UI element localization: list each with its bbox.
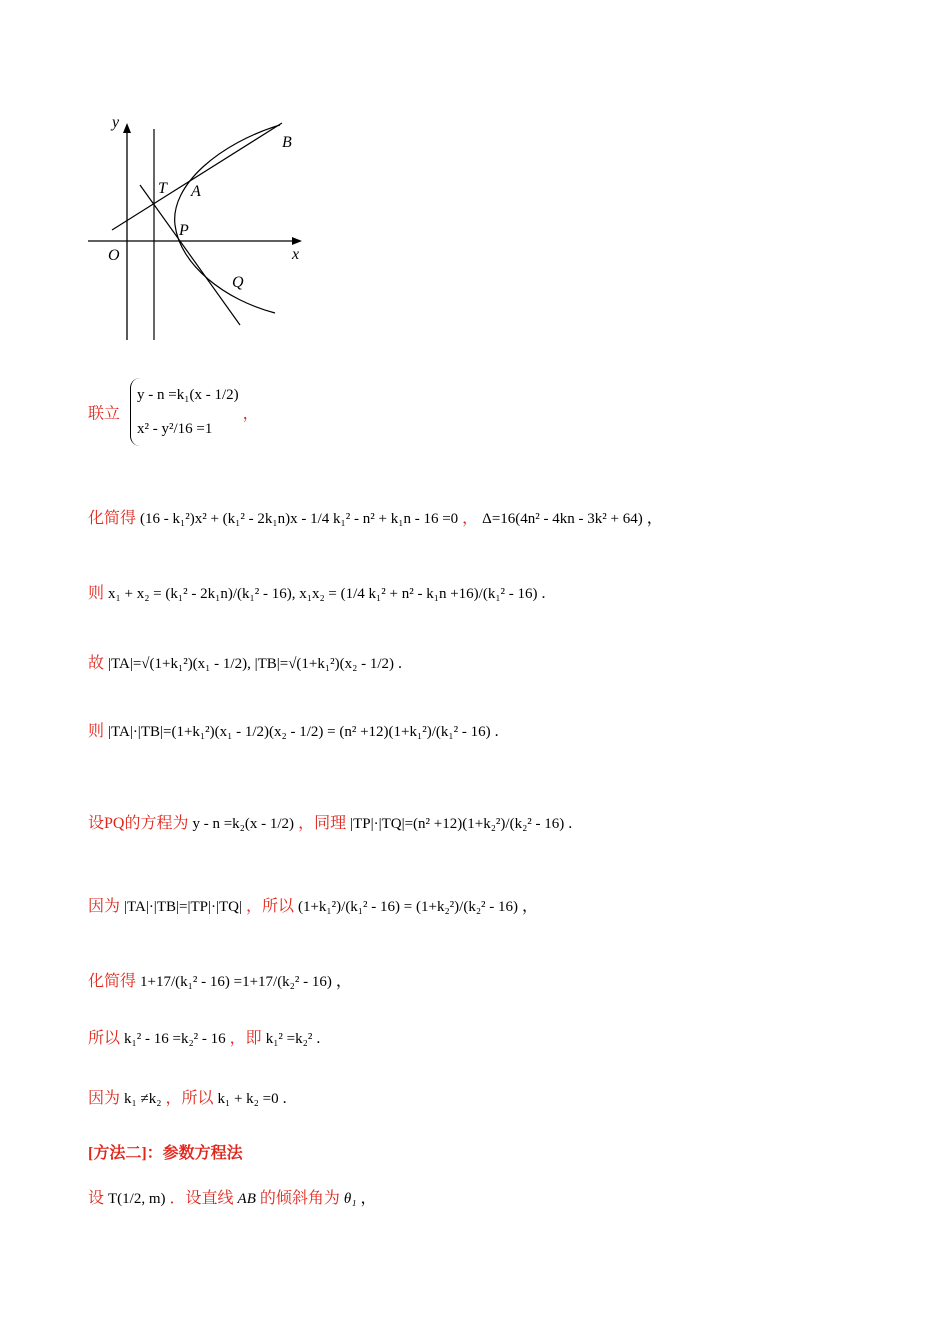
set-ab-label: ．设直线: [169, 1190, 234, 1207]
vieta-formula: x₁ + x₂ = (k₁² - 2k₁n)/(k₁² - 16), x₁x₂ = (1/4 k₁² + n² - k₁n +16)/(k₁² - 16): [108, 586, 538, 602]
product-formula: |TA|·|TB|=(1+k₁²)(x₁ - 1/2)(x₂ - 1/2) = (n² +12)(1+k₁²)/(k₁² - 16): [108, 724, 491, 740]
ratio-equation: (1+k₁²)/(k₁² - 16) = (1+k₂²)/(k₂² - 16): [297, 899, 519, 915]
gu-label: 故: [88, 655, 105, 672]
distance-line: 故 |TA|=√(1+k₁²)(x₁ - 1/2), |TB|=√(1+k₁²)(x₂ - 1/2) .: [88, 655, 402, 672]
lianli-label: 联立: [88, 405, 121, 423]
simultaneous-block: 联立 y - n =k₁(x - 1/2) x² - y²/16 =1 ，: [88, 378, 259, 446]
quadratic-equation: (16 - k₁²)x² + (k₁² - 2k₁n)x - 1/4 k₁² - n² + k₁n - 16 =0: [140, 511, 459, 527]
ji-label: ，即: [229, 1030, 262, 1047]
t-point: T(1/2, m): [108, 1191, 166, 1207]
tp-tq-formula: |TP|·|TQ|=(n² +12)(1+k₂²)/(k₂² - 16): [350, 816, 565, 832]
she-label-2: 设: [88, 1190, 105, 1207]
label-o: O: [108, 247, 120, 264]
angle-label: 的倾斜角为: [259, 1190, 340, 1207]
label-p: P: [179, 222, 189, 239]
theta-symbol: θ₁: [343, 1191, 357, 1207]
k-not-equal: k₁ ≠k₂: [124, 1091, 162, 1107]
yinwei-label-2: 因为: [88, 1090, 121, 1107]
label-x: x: [292, 246, 300, 263]
system-eq-2: x² - y²/16 =1: [137, 421, 213, 437]
pq-line: 设PQ的方程为 y - n =k₂(x - 1/2) ，同理 |TP|·|TQ|=(n² +12)(1+k₂²)/(k₂² - 16) .: [88, 815, 573, 832]
huajian-label-1: 化简得: [88, 510, 137, 527]
parabola-figure: [80, 105, 320, 350]
suoyi-label-1: ，所以: [245, 898, 294, 915]
k-equation: k₁² - 16 =k₂² - 16: [124, 1031, 226, 1047]
equation-system: [130, 378, 239, 446]
simplify-line-2: 化简得 1+17/(k₁² - 16) =1+17/(k₂² - 16) ，: [88, 973, 352, 990]
simplify-line-1: 化简得 (16 - k₁²)x² + (k₁² - 2k₁n)x - 1/4 k₁² - n² + k₁n - 16 =0 ， Δ=16(4n² - 4kn - 3k² + 64) ，: [88, 510, 663, 527]
line-tab: [112, 123, 282, 230]
ze-label-2: 则: [88, 723, 105, 740]
product-line: 则 |TA|·|TB|=(1+k₁²)(x₁ - 1/2)(x₂ - 1/2) = (n² +12)(1+k₁²)/(k₁² - 16) .: [88, 723, 499, 740]
vieta-line: 则 x₁ + x₂ = (k₁² - 2k₁n)/(k₁² - 16), x₁x₂ = (1/4 k₁² + n² - k₁n +16)/(k₁² - 16) .: [88, 585, 546, 602]
suoyi-label-3: ，所以: [165, 1090, 214, 1107]
system-eq-1: y - n =k₁(x - 1/2): [137, 387, 239, 403]
she-pq-label: 设PQ的方程为: [88, 815, 189, 832]
ze-label-1: 则: [88, 585, 105, 602]
ab-symbol: AB: [237, 1191, 256, 1207]
param-line: 设 T(1/2, m) ．设直线 AB 的倾斜角为 θ₁ ，: [88, 1190, 377, 1207]
pq-equation: y - n =k₂(x - 1/2): [192, 816, 295, 832]
equal-product: |TA|·|TB|=|TP|·|TQ|: [124, 899, 242, 915]
label-y: y: [112, 114, 120, 131]
method-two-heading: [方法二]：参数方程法: [88, 1145, 243, 1162]
simplified-equation: 1+17/(k₁² - 16) =1+17/(k₂² - 16): [140, 974, 332, 990]
because-line: 因为 |TA|·|TB|=|TP|·|TQ| ，所以 (1+k₁²)/(k₁² - 16) = (1+k₂²)/(k₂² - 16) ，: [88, 898, 539, 915]
suoyi-label-2: 所以: [88, 1030, 121, 1047]
x-arrow: [292, 237, 302, 245]
line-tpq: [140, 185, 240, 325]
therefore-line: 所以 k₁² - 16 =k₂² - 16 ，即 k₁² =k₂² .: [88, 1030, 321, 1047]
tongli-label: ，同理: [298, 815, 347, 832]
y-arrow: [123, 123, 131, 133]
label-t: T: [158, 180, 167, 197]
conclusion-line: 因为 k₁ ≠k₂ ，所以 k₁ + k₂ =0 .: [88, 1090, 287, 1107]
label-q: Q: [232, 274, 244, 291]
ta-tb-formula: |TA|=√(1+k₁²)(x₁ - 1/2), |TB|=√(1+k₁²)(x₂ - 1/2): [108, 656, 394, 672]
discriminant: Δ=16(4n² - 4kn - 3k² + 64): [482, 511, 643, 527]
huajian-label-2: 化简得: [88, 973, 137, 990]
k-sum-zero: k₁ + k₂ =0: [217, 1091, 279, 1107]
label-b: B: [282, 134, 292, 151]
hyperbola-curve: [175, 125, 280, 313]
label-a: A: [191, 183, 201, 200]
yinwei-label-1: 因为: [88, 898, 121, 915]
k-squared-equal: k₁² =k₂²: [265, 1031, 313, 1047]
